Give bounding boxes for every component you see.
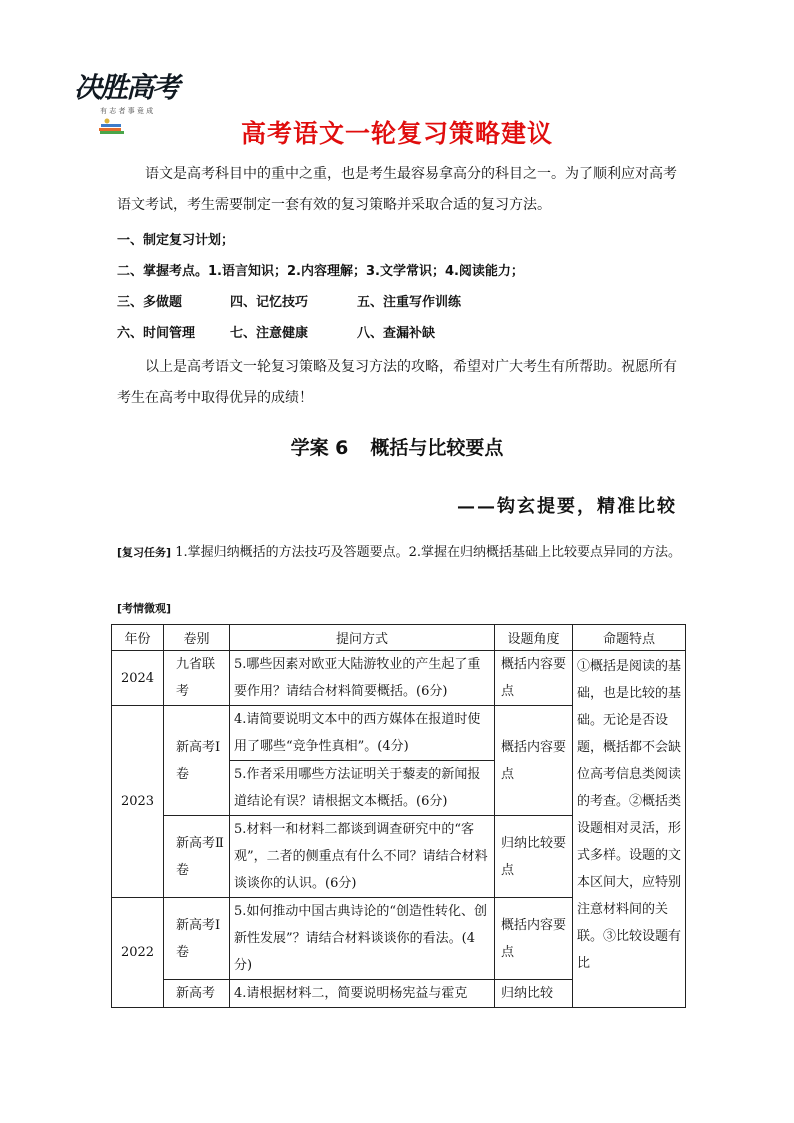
- header-year: 年份: [112, 625, 164, 651]
- strategy-item: 七、注意健康: [230, 326, 309, 341]
- volume-cell: 新高考: [164, 980, 230, 1008]
- section-label: 学案 6: [290, 437, 349, 459]
- question-cell: 5.如何推动中国古典诗论的“创造性转化、创新性发展”？请结合材料谈谈你的看法。(4分): [230, 898, 495, 980]
- review-task: [117, 540, 687, 566]
- year-cell: 2023: [112, 706, 164, 898]
- angle-cell: 归纳比较: [495, 980, 573, 1008]
- strategy-line-4: [117, 322, 435, 341]
- strategy-item: 五、注重写作训练: [357, 295, 462, 310]
- kaoqing-label: [考情微观]: [117, 602, 172, 615]
- review-task-tag: [复习任务]: [117, 546, 172, 559]
- review-task-text: 1.掌握归纳概括的方法技巧及答题要点。2.掌握在归纳概括基础上比较要点异同的方法。: [171, 545, 682, 560]
- strategy-item: 四、记忆技巧: [230, 295, 309, 310]
- question-cell: 5.材料一和材料二都谈到调查研究中的“客观”，二者的侧重点有什么不同？请结合材料谈谈你的认识。(6分): [230, 816, 495, 898]
- intro-paragraph: 语文是高考科目中的重中之重，也是考生最容易拿高分的科目之一。为了顺利应对高考语文考试，考生需要制定一套有效的复习策略并采取合适的复习方法。: [117, 166, 677, 213]
- table-header-row: [112, 625, 686, 651]
- strategy-line-1: 一、制定复习计划；: [117, 233, 235, 248]
- logo-text: 决胜高考: [74, 71, 179, 104]
- strategy-item: 八、查漏补缺: [357, 326, 436, 341]
- header-question: 提问方式: [230, 625, 495, 651]
- question-cell: 5.哪些因素对欧亚大陆游牧业的产生起了重要作用？请结合材料简要概括。(6分): [230, 651, 495, 706]
- angle-cell: 概括内容要点: [495, 898, 573, 980]
- volume-cell: 新高考Ⅱ卷: [164, 816, 230, 898]
- angle-cell: 概括内容要点: [495, 706, 573, 816]
- question-cell: 5.作者采用哪些方法证明关于藜麦的新闻报道结论有误？请根据文本概括。(6分): [230, 761, 495, 816]
- section-title: [0, 433, 794, 460]
- volume-cell: 新高考Ⅰ卷: [164, 898, 230, 980]
- logo-subtitle: 有 志 者 事 竟 成: [100, 107, 154, 115]
- section-motto: ——钩玄提要，精准比较: [457, 496, 677, 517]
- year-cell: 2022: [112, 898, 164, 1008]
- closing-paragraph: 以上是高考语文一轮复习策略及复习方法的攻略，希望对广大考生有所帮助。祝愿所有考生在高考中取得优异的成绩！: [117, 359, 677, 406]
- header-angle: 设题角度: [495, 625, 573, 651]
- header-volume: 卷别: [164, 625, 230, 651]
- exam-analysis-table: [111, 624, 686, 1008]
- angle-cell: 归纳比较要点: [495, 816, 573, 898]
- table-row: [112, 651, 686, 706]
- question-cell: 4.请根据材料二，简要说明杨宪益与霍克: [230, 980, 495, 1008]
- volume-cell: 九省联考: [164, 651, 230, 706]
- features-cell: ①概括是阅读的基础，也是比较的基础。无论是否设题，概括都不会缺位高考信息类阅读的考查。②概括类设题相对灵活，形式多样。设题的文本区间大，应特别注意材料间的关联。③比较设题有比: [573, 651, 686, 1008]
- strategy-item: 三、多做题: [117, 295, 183, 310]
- question-cell: 4.请简要说明文本中的西方媒体在报道时使用了哪些“竞争性真相”。(4分): [230, 706, 495, 761]
- header-features: 命题特点: [573, 625, 686, 651]
- strategy-item: 六、时间管理: [117, 326, 196, 341]
- angle-cell: 概括内容要点: [495, 651, 573, 706]
- volume-cell: 新高考Ⅰ卷: [164, 706, 230, 816]
- strategy-line-3: [117, 291, 461, 310]
- section-name: 概括与比较要点: [370, 437, 504, 459]
- page-title: 高考语文一轮复习策略建议: [240, 119, 553, 148]
- strategy-line-2: 二、掌握考点。1.语言知识；2.内容理解；3.文学常识；4.阅读能力；: [117, 264, 524, 279]
- year-cell: 2024: [112, 651, 164, 706]
